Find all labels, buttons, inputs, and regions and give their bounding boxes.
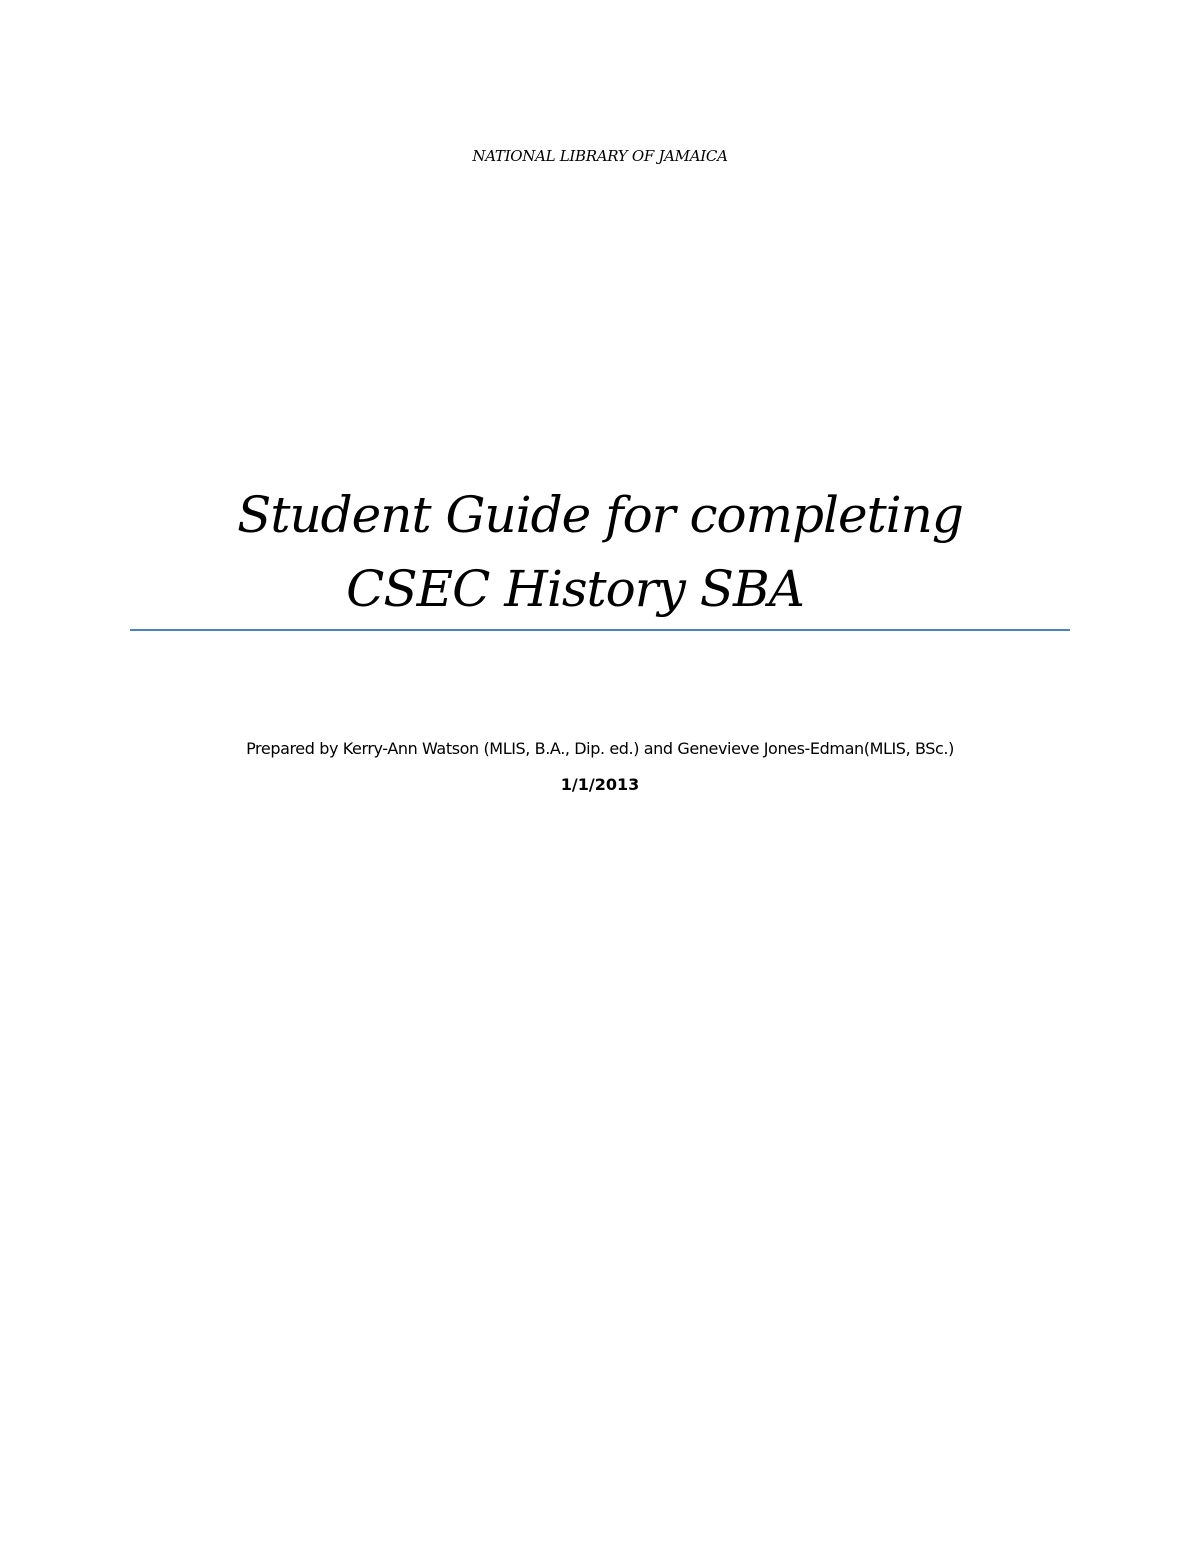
- title-line-1: Student Guide for completing: [237, 486, 963, 544]
- document-date: 1/1/2013: [560, 775, 640, 794]
- organization-name: NATIONAL LIBRARY OF JAMAICA: [472, 147, 728, 165]
- document-title: [130, 478, 1070, 626]
- title-line-2: CSEC History SBA: [346, 560, 804, 618]
- authors-line: Prepared by Kerry-Ann Watson (MLIS, B.A., Dip. ed.) and Genevieve Jones-Edman(MLIS, BSc.): [246, 739, 954, 758]
- title-divider: [130, 629, 1070, 631]
